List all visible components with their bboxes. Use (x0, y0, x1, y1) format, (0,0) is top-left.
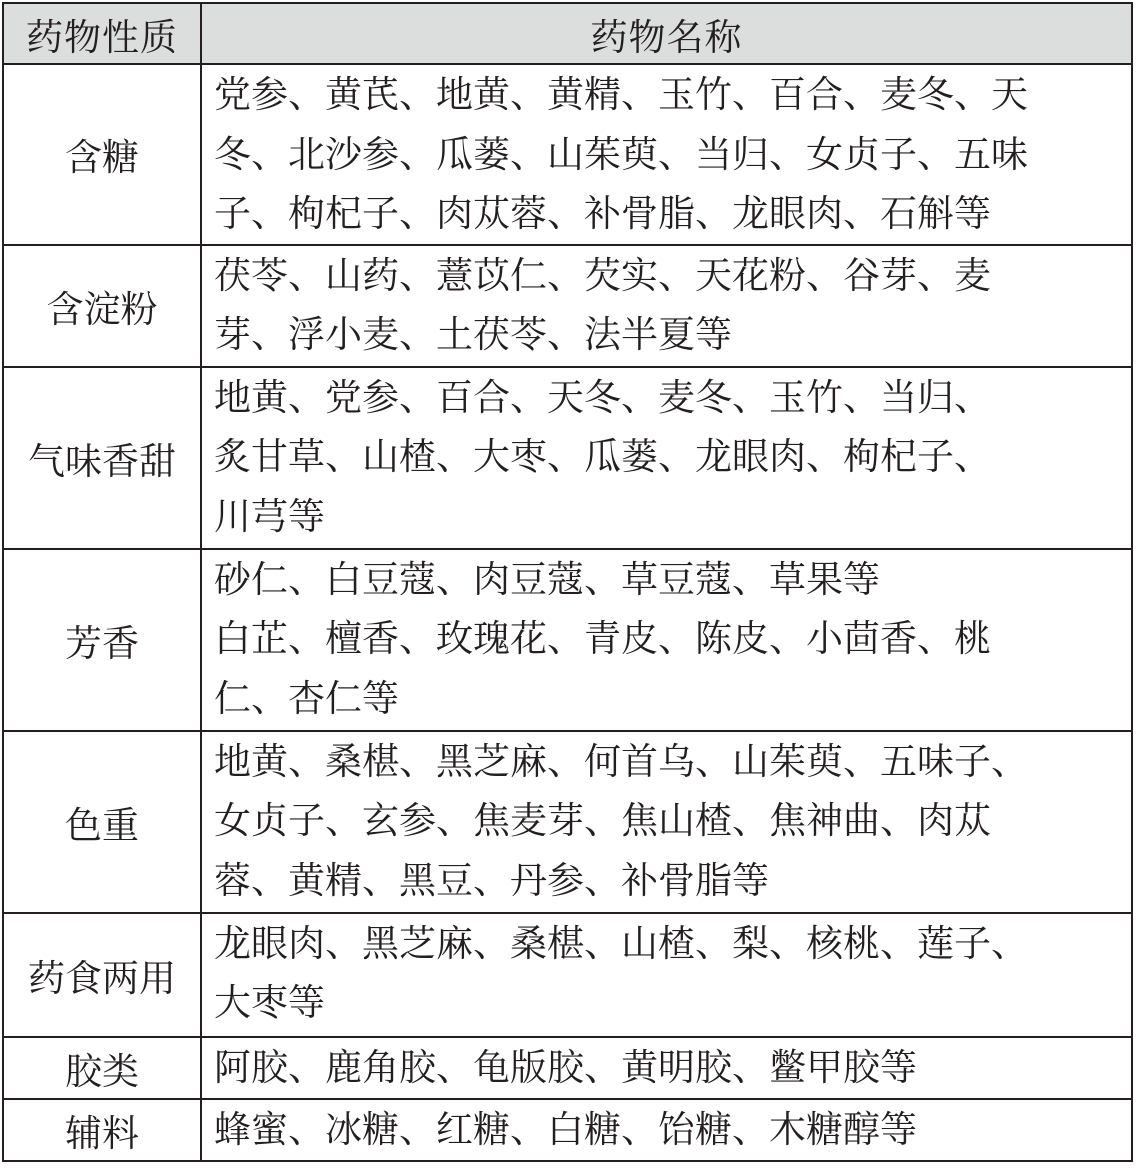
header-property: 药物性质 (3, 3, 201, 64)
row-property: 药食两用 (3, 913, 201, 1037)
table-row (3, 913, 1132, 1037)
names-line: 子、枸杞子、肉苁蓉、补骨脂、龙眼肉、石斛等 (214, 192, 991, 235)
names-line: 蓉、黄精、黑豆、丹参、补骨脂等 (214, 858, 769, 902)
row-names (201, 245, 1132, 367)
row-names (201, 367, 1132, 549)
names-line: 地黄、桑椹、黑芝麻、何首乌、山茱萸、五味子、 (214, 739, 1028, 783)
names-line: 芽、浮小麦、土茯苓、法半夏等 (214, 313, 732, 356)
names-line: 地黄、党参、百合、天冬、麦冬、玉竹、当归、 (214, 375, 991, 419)
table-row (3, 1037, 1132, 1099)
table-row (3, 731, 1132, 913)
row-names (201, 1099, 1132, 1161)
names-line: 蜂蜜、冰糖、红糖、白糖、饴糖、木糖醇等 (214, 1107, 917, 1151)
names-line: 阿胶、鹿角胶、龟版胶、黄明胶、鳖甲胶等 (214, 1045, 917, 1089)
table-row (3, 367, 1132, 549)
table-row (3, 245, 1132, 367)
table-row (3, 549, 1132, 731)
row-names (201, 1037, 1132, 1099)
row-names (201, 913, 1132, 1037)
row-property: 辅料 (3, 1099, 201, 1161)
names-line: 冬、北沙参、瓜蒌、山茱萸、当归、女贞子、五味 (214, 132, 1028, 176)
row-property: 芳香 (3, 549, 201, 731)
row-names (201, 549, 1132, 731)
row-property: 色重 (3, 731, 201, 913)
names-line: 川芎等 (214, 494, 325, 538)
names-line: 党参、黄芪、地黄、黄精、玉竹、百合、麦冬、天 (214, 73, 1028, 116)
names-line: 仁、杏仁等 (214, 676, 399, 720)
names-line: 大枣等 (214, 981, 325, 1024)
row-property: 含糖 (3, 64, 201, 245)
row-property: 含淀粉 (3, 245, 201, 367)
herb-property-table (2, 2, 1133, 1162)
row-names (201, 731, 1132, 913)
table-row (3, 1099, 1132, 1161)
row-names (201, 64, 1132, 245)
table-header-row (3, 3, 1132, 64)
names-line: 炙甘草、山楂、大枣、瓜蒌、龙眼肉、枸杞子、 (214, 435, 991, 478)
names-line: 白芷、檀香、玫瑰花、青皮、陈皮、小茴香、桃 (214, 617, 991, 660)
names-line: 茯苓、山药、薏苡仁、芡实、天花粉、谷芽、麦 (214, 253, 991, 297)
names-line: 女贞子、玄参、焦麦芽、焦山楂、焦神曲、肉苁 (214, 799, 991, 842)
header-names: 药物名称 (201, 3, 1132, 64)
row-property: 胶类 (3, 1037, 201, 1099)
names-line: 龙眼肉、黑芝麻、桑椹、山楂、梨、核桃、莲子、 (214, 921, 1028, 965)
table-row (3, 64, 1132, 245)
row-property: 气味香甜 (3, 367, 201, 549)
names-line: 砂仁、白豆蔻、肉豆蔻、草豆蔻、草果等 (214, 557, 880, 601)
